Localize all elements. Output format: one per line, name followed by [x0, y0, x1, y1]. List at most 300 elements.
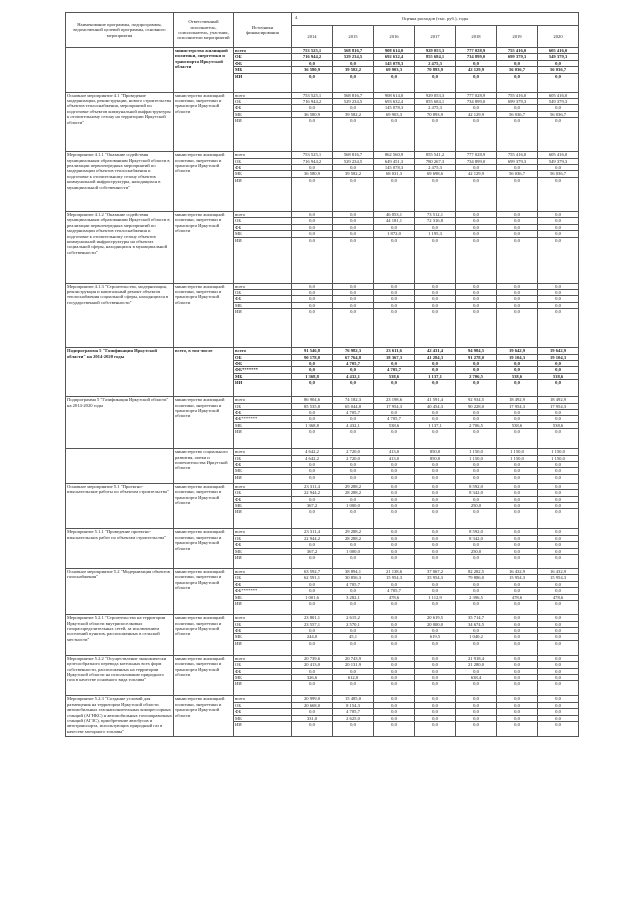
source-cell: МБ [234, 503, 292, 509]
value-cell: 1 150,0 [456, 449, 497, 455]
value-cell: 549 379,3 [538, 99, 579, 105]
value-cell: 36 580,9 [292, 67, 333, 73]
value-cell: 0,0 [292, 627, 333, 633]
value-cell: 0,0 [292, 296, 333, 302]
value-cell: 0,0 [497, 165, 538, 171]
value-cell: 0,0 [497, 496, 538, 502]
value-cell: 15 954,3 [538, 575, 579, 581]
value-cell: 0,0 [292, 409, 333, 415]
value-cell: 17 954,3 [374, 403, 415, 409]
source-cell: ОБ [234, 99, 292, 105]
value-cell: 0,0 [538, 380, 579, 397]
executor-cell: министерство жилищной политики, энергетики и транспорта Иркутской области [174, 529, 234, 569]
source-cell: всего [234, 655, 292, 661]
value-cell: 70 893,9 [415, 111, 456, 117]
value-cell: 0,0 [497, 490, 538, 496]
value-cell: 855 541,2 [415, 152, 456, 158]
value-cell: 0,0 [456, 627, 497, 633]
value-cell: 0,0 [538, 462, 579, 468]
value-cell: 0,0 [374, 490, 415, 496]
value-cell: 0,0 [374, 535, 415, 541]
header-budget-label: Оценка расходов (тыс. руб.), годы [401, 16, 469, 22]
value-cell: 0,0 [538, 529, 579, 535]
value-cell: 0,0 [292, 237, 333, 283]
value-cell: 0,0 [292, 165, 333, 171]
value-cell: 39 582,2 [333, 171, 374, 177]
value-cell: 4 705,7 [333, 409, 374, 415]
value-cell: 0,0 [374, 474, 415, 483]
source-cell: всего [234, 483, 292, 489]
value-cell: 0,0 [292, 588, 333, 594]
value-cell: 0,0 [374, 409, 415, 415]
value-cell: 2 706,5 [456, 373, 497, 379]
value-cell: 0,0 [374, 503, 415, 509]
value-cell: 0,0 [497, 211, 538, 217]
source-cell: МБ [234, 302, 292, 308]
value-cell: 0,0 [497, 674, 538, 680]
value-cell: 0,0 [374, 674, 415, 680]
source-cell: всего [234, 283, 292, 289]
value-cell: 0,0 [497, 237, 538, 283]
value-cell: 0,0 [497, 380, 538, 397]
value-cell: 0,0 [292, 118, 333, 152]
header-source: Источники финансирования [234, 13, 292, 48]
executor-cell: министерство жилищной политики, энергетики и транспорта Иркутской области [174, 92, 234, 152]
value-cell: 0,0 [374, 601, 415, 615]
source-cell: ИИ [234, 601, 292, 615]
value-cell: 0,0 [456, 681, 497, 696]
source-cell: ИИ [234, 555, 292, 569]
value-cell: 0,0 [374, 634, 415, 640]
source-cell: ОБ [234, 158, 292, 164]
source-cell: МБ [234, 674, 292, 680]
value-cell: 0,0 [415, 588, 456, 594]
value-cell: 0,0 [538, 367, 579, 373]
value-cell: 0,0 [538, 503, 579, 509]
value-cell: 331,0 [292, 715, 333, 721]
value-cell: 0,0 [497, 542, 538, 548]
value-cell: 42 129,9 [456, 67, 497, 73]
value-cell: 0,0 [497, 581, 538, 587]
value-cell: 0,0 [415, 474, 456, 483]
source-cell: ФБ [234, 668, 292, 674]
value-cell: 0,0 [538, 309, 579, 348]
source-cell: ИИ [234, 509, 292, 529]
value-cell: 699 379,3 [497, 54, 538, 60]
value-cell: 145 078,3 [374, 60, 415, 66]
value-cell: 0,0 [538, 483, 579, 489]
value-cell: 0,0 [374, 621, 415, 627]
value-cell: 0,0 [374, 309, 415, 348]
value-cell: 42 129,9 [456, 171, 497, 177]
value-cell: 30 856,3 [333, 575, 374, 581]
value-cell: 0,0 [497, 474, 538, 483]
value-cell: 0,0 [292, 309, 333, 348]
value-cell: 0,0 [333, 542, 374, 548]
value-cell: 91 278,0 [456, 354, 497, 360]
program-name-cell: Мероприятие 5.1.1 "Проведение проектно-изыскательских работ по объектам строительства" [66, 529, 174, 569]
value-cell: 0,0 [292, 429, 333, 449]
value-cell: 0,0 [497, 529, 538, 535]
value-cell: 0,0 [374, 542, 415, 548]
value-cell: 4 705,7 [374, 588, 415, 594]
value-cell: 755 416,0 [497, 48, 538, 54]
value-cell: 0,0 [497, 409, 538, 415]
value-cell: 0,0 [415, 581, 456, 587]
value-cell: 0,0 [456, 309, 497, 348]
value-cell: 0,0 [333, 640, 374, 655]
value-cell: 0,0 [374, 668, 415, 674]
value-cell: 0,0 [292, 496, 333, 502]
value-cell: 45,1 [333, 634, 374, 640]
value-cell: 0,0 [415, 662, 456, 668]
value-cell: 0,0 [456, 429, 497, 449]
value-cell: 0,0 [292, 283, 333, 289]
value-cell: 0,0 [538, 224, 579, 230]
executor-cell: министерство жилищной политики, энергетики и транспорта Иркутской области [174, 283, 234, 348]
value-cell: 538,6 [497, 422, 538, 428]
source-cell: МБ [234, 171, 292, 177]
value-cell: 0,0 [415, 655, 456, 661]
value-cell: 0,0 [333, 302, 374, 308]
value-cell: 0,0 [374, 615, 415, 621]
value-cell: 0,0 [333, 289, 374, 295]
value-cell: 0,0 [538, 416, 579, 422]
value-cell: 0,0 [538, 662, 579, 668]
value-cell: 0,0 [538, 73, 579, 92]
value-cell: 0,0 [456, 640, 497, 655]
value-cell: 0,0 [538, 177, 579, 211]
value-cell: 4 642,2 [292, 449, 333, 455]
source-cell: всего [234, 696, 292, 702]
value-cell: 0,0 [497, 283, 538, 289]
header-year: 2016 [374, 26, 415, 48]
value-cell: 0,0 [456, 367, 497, 373]
source-cell: всего [234, 348, 292, 354]
value-cell: 4 705,7 [333, 709, 374, 715]
value-cell: 0,0 [456, 468, 497, 474]
source-cell: ИИ [234, 380, 292, 397]
value-cell: 0,0 [292, 177, 333, 211]
source-cell: ФБ******* [234, 416, 292, 422]
value-cell: 0,0 [333, 177, 374, 211]
header-row-1 [66, 13, 579, 26]
value-cell: 0,0 [538, 283, 579, 289]
value-cell: 0,0 [374, 283, 415, 289]
value-cell: 0,0 [497, 416, 538, 422]
source-cell: ОБ [234, 455, 292, 461]
value-cell: 855 684,1 [415, 99, 456, 105]
value-cell: 0,0 [415, 367, 456, 373]
value-cell: 4 432,1 [333, 422, 374, 428]
value-cell: 0,0 [415, 483, 456, 489]
value-cell: 0,0 [538, 640, 579, 655]
value-cell: 20 131,9 [333, 662, 374, 668]
source-cell: МБ [234, 231, 292, 237]
value-cell: 0,0 [333, 60, 374, 66]
value-cell: 20 743,9 [333, 655, 374, 661]
source-cell: ИИ [234, 640, 292, 655]
value-cell: 92 934,5 [456, 397, 497, 403]
budget-table [65, 12, 579, 737]
value-cell: 17 954,3 [538, 403, 579, 409]
value-cell: 4 705,7 [374, 416, 415, 422]
value-cell: 0,0 [456, 409, 497, 415]
value-cell: 0,0 [415, 73, 456, 92]
value-cell: 0,0 [333, 309, 374, 348]
value-cell: 0,0 [333, 211, 374, 217]
value-cell: 2 625,0 [333, 715, 374, 721]
value-cell: 0,0 [538, 105, 579, 111]
source-cell: всего [234, 92, 292, 98]
value-cell: 0,0 [538, 468, 579, 474]
header-budget [292, 13, 579, 26]
value-cell: 0,0 [374, 224, 415, 230]
value-cell: 0,0 [538, 509, 579, 529]
value-cell: 23 198,6 [374, 397, 415, 403]
value-cell: 0,0 [456, 237, 497, 283]
value-cell: 0,0 [374, 702, 415, 708]
value-cell: 28 288,2 [333, 490, 374, 496]
program-name-cell: Основное мероприятие 5.2 "Модернизация объектов газоснабжения" [66, 569, 174, 615]
value-cell: 0,0 [497, 601, 538, 615]
value-cell: 605 416,0 [538, 48, 579, 54]
value-cell: 4 642,2 [292, 455, 333, 461]
source-cell: всего [234, 529, 292, 535]
value-cell: 42 431,4 [415, 348, 456, 354]
value-cell: 0,0 [456, 218, 497, 224]
value-cell: 0,0 [333, 224, 374, 230]
value-cell: 18 492,9 [497, 397, 538, 403]
value-cell: 0,0 [415, 702, 456, 708]
value-cell: 0,0 [374, 581, 415, 587]
source-cell: ОБ [234, 575, 292, 581]
value-cell: 605 416,0 [538, 92, 579, 98]
value-cell: 56 036,7 [497, 67, 538, 73]
value-cell: 549 379,3 [538, 54, 579, 60]
value-cell: 0,0 [415, 118, 456, 152]
value-cell: 16 432,9 [538, 569, 579, 575]
value-cell: 734 899,0 [456, 99, 497, 105]
value-cell: 1 872,0 [374, 231, 415, 237]
value-cell: 0,0 [415, 721, 456, 736]
value-cell: 2 720,0 [333, 449, 374, 455]
source-cell: всего [234, 615, 292, 621]
value-cell: 0,0 [374, 302, 415, 308]
source-cell: ОБ [234, 702, 292, 708]
value-cell: 69 903,3 [374, 67, 415, 73]
value-cell: 0,0 [415, 681, 456, 696]
value-cell: 0,0 [292, 231, 333, 237]
value-cell: 0,0 [456, 60, 497, 66]
value-cell: 73 512,1 [415, 211, 456, 217]
value-cell: 0,0 [374, 640, 415, 655]
header-year: 2020 [538, 26, 579, 48]
header-year: 2014 [292, 26, 333, 48]
value-cell: 0,0 [497, 468, 538, 474]
value-cell: 0,0 [497, 655, 538, 661]
source-cell: ИИ [234, 177, 292, 211]
value-cell: 0,0 [374, 709, 415, 715]
value-cell: 0,0 [538, 674, 579, 680]
value-cell: 0,0 [292, 367, 333, 373]
value-cell: 755 416,0 [497, 92, 538, 98]
value-cell: 0,0 [538, 668, 579, 674]
value-cell: 23 311,4 [292, 529, 333, 535]
value-cell: 18 492,9 [538, 397, 579, 403]
value-cell: 1 112,9 [415, 594, 456, 600]
value-cell: 777 028,9 [456, 152, 497, 158]
source-cell: ФБ [234, 224, 292, 230]
value-cell: 44 181,1 [374, 218, 415, 224]
value-cell: 0,0 [292, 668, 333, 674]
value-cell: 0,0 [497, 309, 538, 348]
value-cell: 0,0 [374, 555, 415, 569]
value-cell: 0,0 [374, 529, 415, 535]
value-cell: 538,6 [538, 422, 579, 428]
value-cell: 0,0 [538, 634, 579, 640]
value-cell: 70 893,9 [415, 67, 456, 73]
value-cell: 0,0 [456, 474, 497, 483]
value-cell: 0,0 [497, 709, 538, 715]
value-cell: 0,0 [292, 474, 333, 483]
value-cell: 0,0 [374, 548, 415, 554]
value-cell: 0,0 [497, 462, 538, 468]
value-cell: 693 632,4 [374, 99, 415, 105]
value-cell: 0,0 [415, 696, 456, 702]
value-cell: 0,0 [497, 302, 538, 308]
value-cell: 0,0 [497, 503, 538, 509]
program-name-cell: Основное мероприятие 4.1 "Проведение модернизации, реконструкции, нового строительства объектов теплоснабжения, мероприятий по подготовке объектов коммунальной инфраструктуры к отопительному сезону на территории Иркутской области" [66, 92, 174, 152]
value-cell: 19 104,3 [538, 354, 579, 360]
value-cell: 0,0 [538, 474, 579, 483]
value-cell: 56 036,7 [538, 111, 579, 117]
value-cell: 0,0 [333, 462, 374, 468]
value-cell: 0,0 [538, 211, 579, 217]
table-body [66, 48, 579, 737]
value-cell: 40 454,3 [415, 403, 456, 409]
value-cell: 2 720,0 [333, 455, 374, 461]
value-cell: 0,0 [456, 709, 497, 715]
value-cell: 23 311,4 [292, 483, 333, 489]
value-cell: 478,6 [538, 594, 579, 600]
source-cell: ФБ [234, 542, 292, 548]
value-cell: 21 280,0 [456, 662, 497, 668]
value-cell: 734 899,0 [456, 54, 497, 60]
source-cell: МБ [234, 634, 292, 640]
value-cell: 0,0 [538, 696, 579, 702]
header-executor: Ответственный исполнитель, соисполнитель, участник, исполнители мероприятий [174, 13, 234, 48]
value-cell: 36 580,9 [292, 111, 333, 117]
header-year: 2015 [333, 26, 374, 48]
value-cell: 0,0 [456, 360, 497, 366]
value-cell: 1 000,0 [333, 503, 374, 509]
value-cell: 0,0 [415, 283, 456, 289]
value-cell: 2 475,3 [415, 60, 456, 66]
value-cell: 79 886,0 [456, 575, 497, 581]
source-cell: ФБ [234, 105, 292, 111]
value-cell: 0,0 [497, 429, 538, 449]
source-cell: ОБ [234, 662, 292, 668]
value-cell: 0,0 [456, 721, 497, 736]
value-cell: 0,0 [415, 555, 456, 569]
value-cell: 568 816,7 [333, 92, 374, 98]
value-cell: 855 684,1 [415, 54, 456, 60]
value-cell: 15 954,3 [497, 575, 538, 581]
program-name-cell: Мероприятие 5.2.3 "Создание условий для размещения на территории Иркутской области автомобильных газонаполнительных компрессорных станций (АГНКС) и автомобильных газозаправочных станций (АГЗС), приобретение автобусов и автотранспорта, использующих природный газ в качестве моторного топлива" [66, 696, 174, 737]
value-cell: 22 944,2 [292, 490, 333, 496]
executor-cell: министерство жилищной политики, энергетики и транспорта Иркутской области [174, 569, 234, 615]
value-cell: 0,0 [292, 681, 333, 696]
value-cell: 0,0 [456, 601, 497, 615]
value-cell: 0,0 [415, 529, 456, 535]
value-cell: 538,6 [497, 373, 538, 379]
value-cell: 1 040,2 [456, 634, 497, 640]
value-cell: 0,0 [374, 380, 415, 397]
value-cell: 0,0 [333, 105, 374, 111]
value-cell: 0,0 [333, 231, 374, 237]
program-name-cell: Мероприятие 4.1.2 "Оказание содействия муниципальным образованиям Иркутской области в реализации первоочередных мероприятий по модернизации объектов теплоснабжения и подготовке к отопительному сезону объектов коммунальной инфраструктуры на объектах социальной сферы, находящихся в муниципальной собственности" [66, 211, 174, 283]
value-cell: 0,0 [292, 289, 333, 295]
value-cell: 0,0 [292, 709, 333, 715]
value-cell: 67 764,8 [333, 354, 374, 360]
value-cell: 0,0 [538, 542, 579, 548]
value-cell: 0,0 [333, 237, 374, 283]
value-cell: 0,0 [538, 409, 579, 415]
source-cell: ИИ [234, 429, 292, 449]
value-cell: 0,0 [538, 60, 579, 66]
value-cell: 0,0 [538, 496, 579, 502]
value-cell: 62 591,1 [292, 575, 333, 581]
value-cell: 56 036,7 [538, 67, 579, 73]
value-cell: 0,0 [538, 621, 579, 627]
value-cell: 56 036,7 [538, 171, 579, 177]
value-cell: 0,0 [497, 715, 538, 721]
executor-cell: министерство жилищной политики, энергетики и транспорта Иркутской области [174, 211, 234, 283]
value-cell: 0,0 [456, 668, 497, 674]
value-cell: 20 000,0 [415, 621, 456, 627]
value-cell: 0,0 [456, 715, 497, 721]
source-cell: ОБ [234, 621, 292, 627]
value-cell: 0,0 [292, 462, 333, 468]
source-cell: МБ [234, 422, 292, 428]
program-name-cell [66, 449, 174, 484]
value-cell: 612,0 [333, 674, 374, 680]
value-cell: 0,0 [333, 380, 374, 397]
value-cell: 605 416,0 [538, 152, 579, 158]
value-cell: 20 619,5 [415, 615, 456, 621]
value-cell: 0,0 [497, 662, 538, 668]
value-cell: 0,0 [497, 118, 538, 152]
source-cell: ФБ [234, 409, 292, 415]
source-cell: ФБ [234, 60, 292, 66]
value-cell: 244,0 [292, 634, 333, 640]
value-cell: 0,0 [374, 721, 415, 736]
value-cell: 0,0 [333, 283, 374, 289]
source-cell: ФБ******* [234, 588, 292, 594]
value-cell: 908 614,0 [374, 92, 415, 98]
value-cell: 0,0 [538, 237, 579, 283]
value-cell: 0,0 [333, 601, 374, 615]
value-cell: 0,0 [497, 634, 538, 640]
value-cell: 0,0 [415, 490, 456, 496]
source-cell: ОБ [234, 354, 292, 360]
value-cell: 0,0 [538, 715, 579, 721]
value-cell: 0,0 [538, 535, 579, 541]
value-cell: 19 642,9 [497, 348, 538, 354]
program-name-cell: Мероприятие 4.1.3 "Строительство, модернизация, реконструкция и капитальный ремонт объектов теплоснабжения социальной сферы, находящихся в государственной собственности" [66, 283, 174, 348]
value-cell: 929 053,3 [415, 92, 456, 98]
